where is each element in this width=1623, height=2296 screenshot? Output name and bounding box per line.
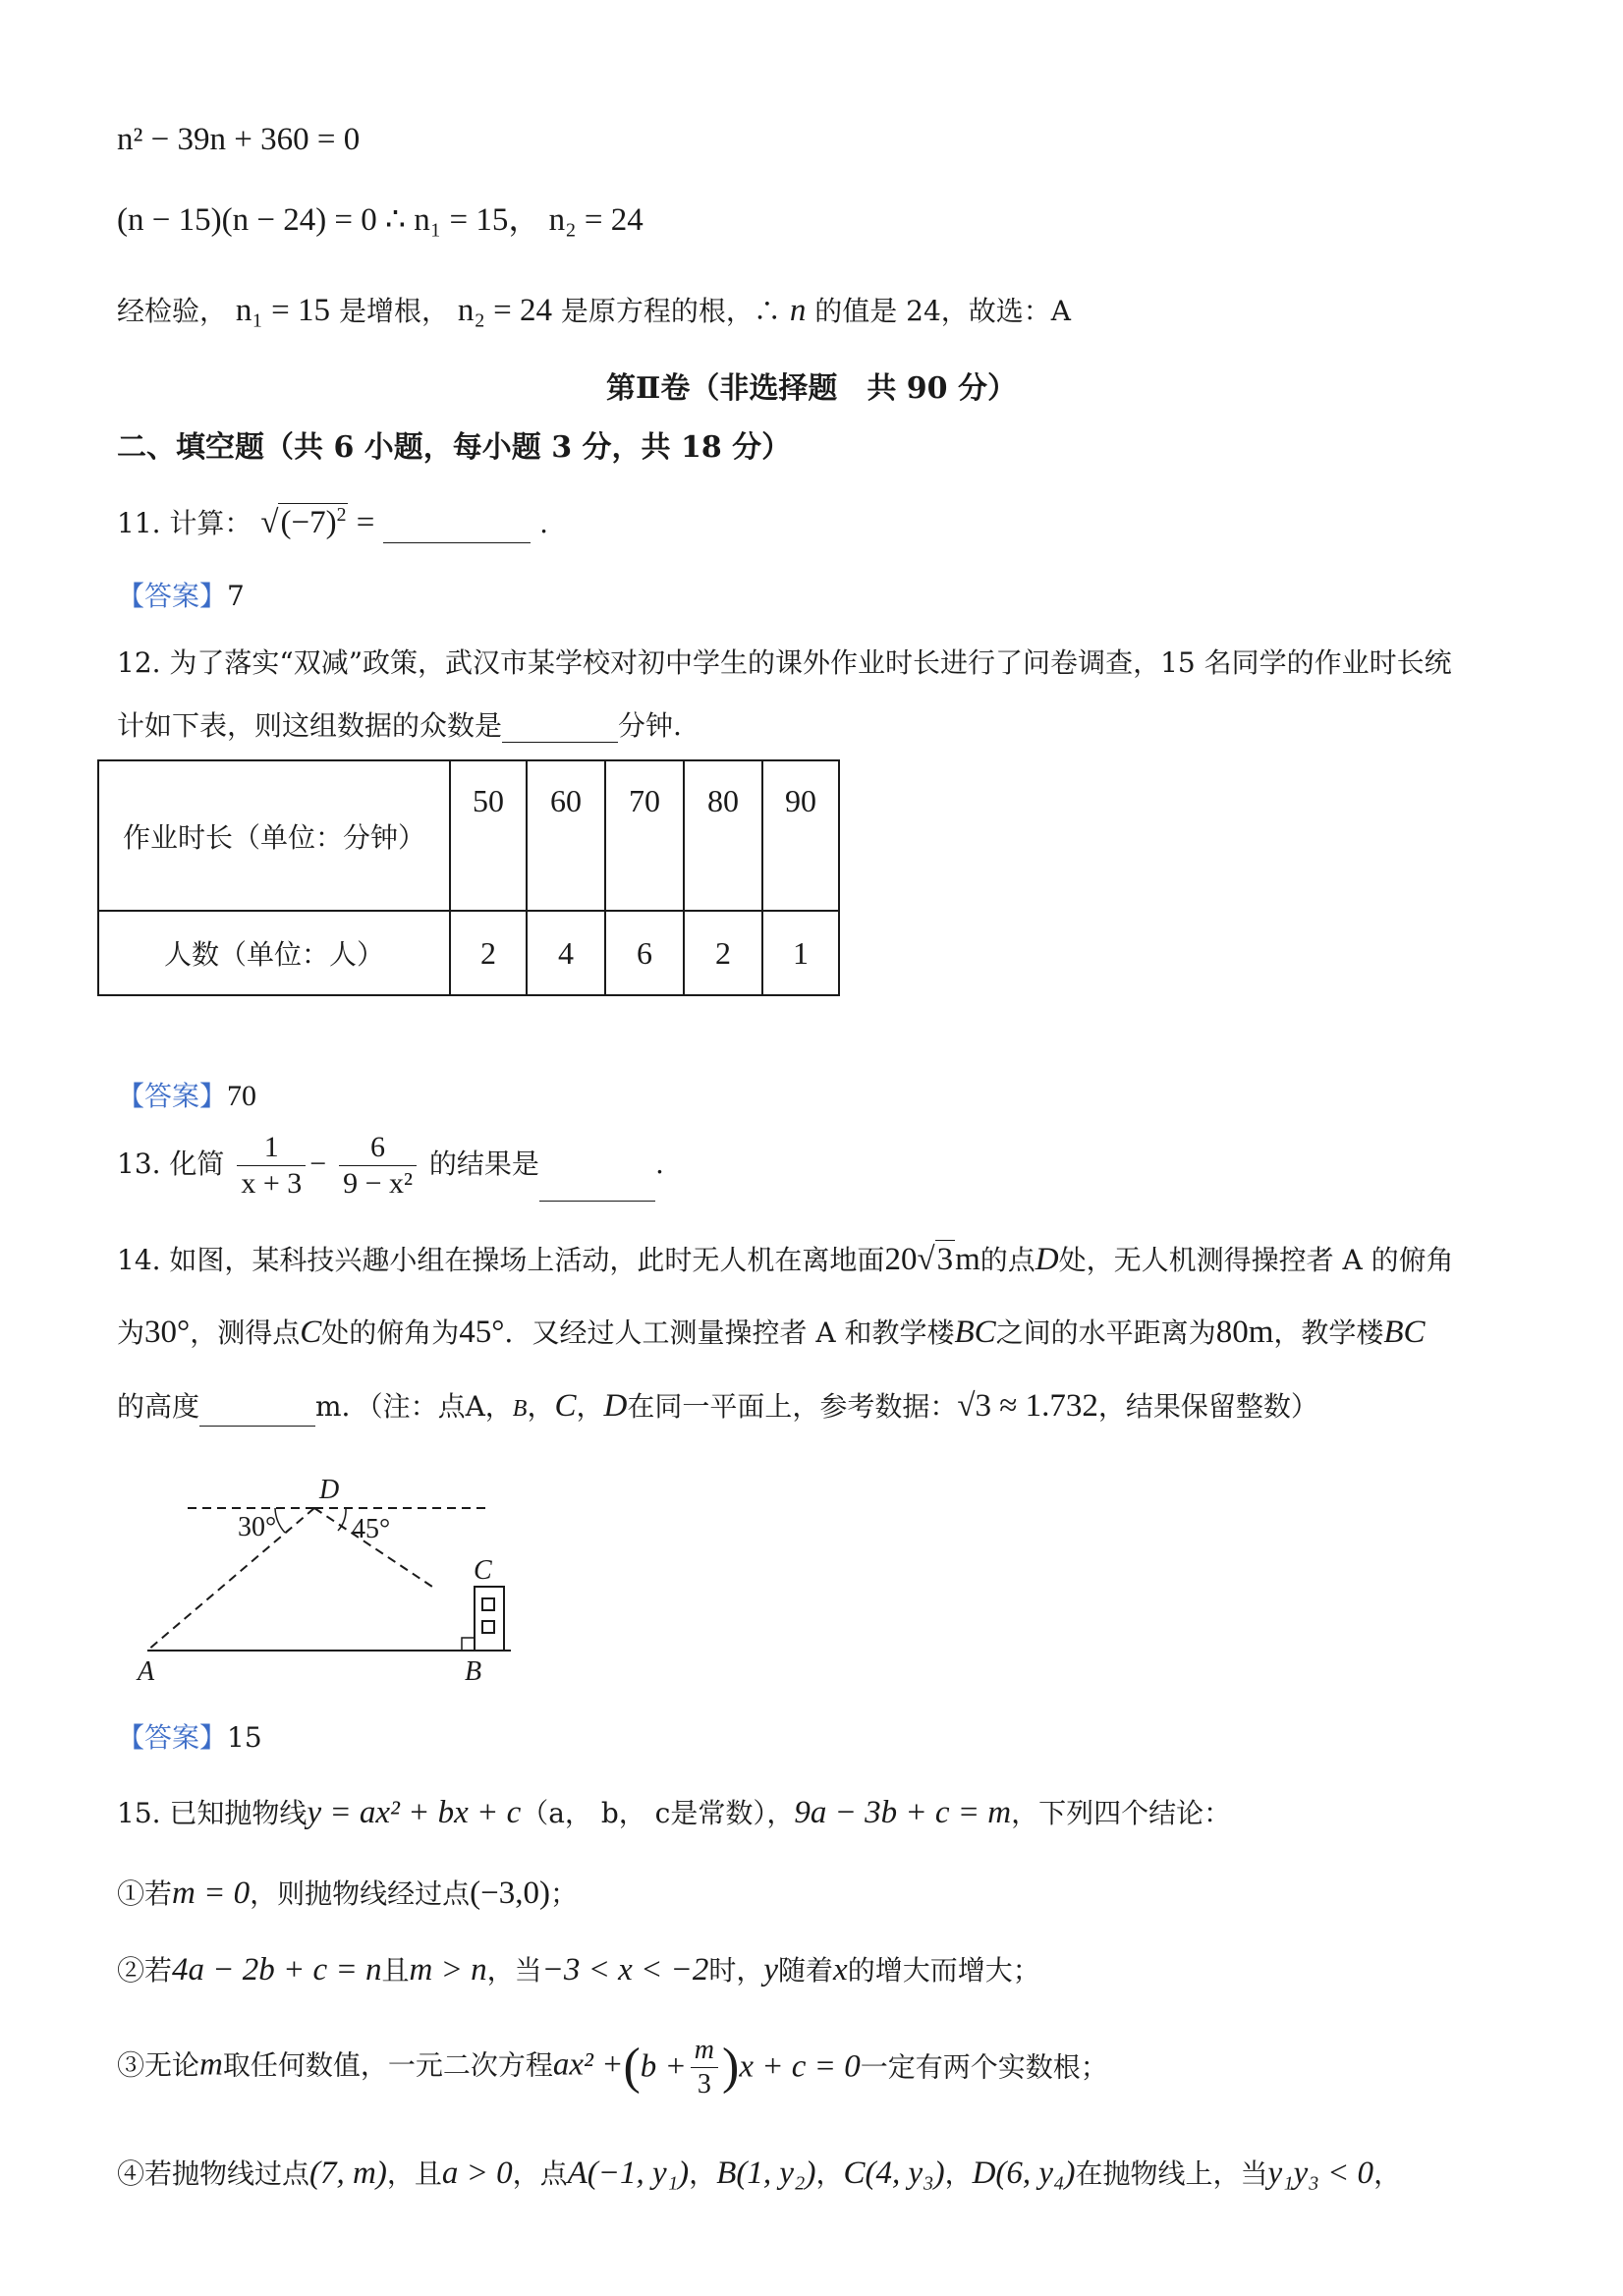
time-cell: 70 xyxy=(605,760,684,911)
c2-var-y: y xyxy=(763,1952,779,1988)
check-text-4: 的值是 24，故选：A xyxy=(814,295,1071,327)
q15-parabola: y = ax² + bx + c xyxy=(307,1795,522,1830)
answer-12 xyxy=(117,1079,256,1114)
c4-point-c: C(4, y₃) xyxy=(843,2156,945,2191)
c4-math: a > 0 xyxy=(441,2156,513,2191)
answer-11-value: 7 xyxy=(227,580,245,612)
q15-condition: 9a − 3b + c = m xyxy=(794,1795,1012,1830)
q14-blank xyxy=(199,1426,315,1427)
q14-text: 的高度 xyxy=(117,1390,200,1423)
building-window xyxy=(482,1621,494,1633)
fraction-1 xyxy=(237,1130,306,1202)
c4-text: 在抛物线上，当 xyxy=(1075,2157,1268,2190)
count-cell: 2 xyxy=(684,911,762,995)
q14-text: 之间的水平距离为 xyxy=(995,1316,1216,1349)
q12-blank xyxy=(502,742,618,743)
fraction-1-denominator: x + 3 xyxy=(241,1167,303,1200)
answer-11 xyxy=(117,580,245,613)
equation-quadratic: n² − 39n + 360 = 0 xyxy=(117,122,361,157)
question-12-line2 xyxy=(117,709,682,743)
q11-suffix: . xyxy=(539,507,549,539)
q13-end: . xyxy=(654,1148,664,1180)
c4-point-b: B(1, y₂) xyxy=(716,2156,816,2191)
q14-height-unit: m xyxy=(955,1242,980,1277)
c4-text: ， xyxy=(1373,2157,1402,2190)
conclusion-3 xyxy=(117,2034,1108,2100)
c4-text: ，点 xyxy=(512,2157,568,2190)
c2-text: ②若 xyxy=(117,1954,173,1987)
c3-fraction-denominator: 3 xyxy=(697,2068,711,2100)
q13-blank xyxy=(539,1201,655,1202)
q14-point-d: D xyxy=(1035,1242,1059,1277)
c3-fraction xyxy=(691,2034,718,2100)
c1-point: (−3,0) xyxy=(470,1876,550,1911)
count-cell: 4 xyxy=(527,911,605,995)
c3-text: ③无论 xyxy=(117,2048,200,2082)
q14-text: ，教学楼 xyxy=(1273,1316,1384,1349)
minus-sign: − xyxy=(309,1148,327,1180)
table-row xyxy=(98,760,839,911)
c3-text: 取任何数值，一元二次方程 xyxy=(222,2048,553,2082)
c3-math: ax² + xyxy=(552,2046,624,2083)
fraction-2-denominator: 9 − x² xyxy=(343,1167,414,1200)
q12-suffix: 分钟. xyxy=(618,709,682,742)
angle-arc-30 xyxy=(275,1508,285,1533)
c2-var-x: x xyxy=(833,1952,848,1988)
check-n: n xyxy=(789,293,807,328)
c2-text: 时， xyxy=(708,1954,764,1987)
q14-text: 在同一平面上，参考数据： xyxy=(627,1390,958,1423)
q14-text: ，测得点 xyxy=(190,1316,301,1349)
label-c: C xyxy=(474,1555,492,1586)
q14-height-number: 20 xyxy=(884,1242,918,1277)
c3-paren-close: ) xyxy=(722,2038,740,2095)
c1-text: ，则抛物线经过点 xyxy=(250,1877,471,1910)
q14-reference-value: √3 ≈ 1.732 xyxy=(957,1388,1098,1424)
time-cell: 50 xyxy=(450,760,527,911)
conclusion-4 xyxy=(117,2155,1401,2194)
count-cell: 1 xyxy=(762,911,839,995)
question-15-line1 xyxy=(117,1794,1231,1833)
answer-tag: 【答案】 xyxy=(117,1080,228,1112)
q14-text: ， xyxy=(576,1390,604,1423)
c4-point-d: D(6, y₄) xyxy=(972,2156,1076,2191)
c2-text: 的增大而增大； xyxy=(847,1954,1040,1987)
check-text-2: 是增根， xyxy=(338,295,449,327)
line-da xyxy=(147,1508,314,1651)
check-n2: n₂ = 24 xyxy=(457,293,552,328)
c1-text: ； xyxy=(549,1877,578,1910)
check-text-1: 经检验， xyxy=(117,295,228,327)
q14-angle-45: 45° xyxy=(459,1315,505,1350)
q15-text: ，下列四个结论： xyxy=(1011,1797,1232,1829)
drone-angle-figure xyxy=(128,1459,540,1695)
question-11 xyxy=(117,503,548,543)
q14-building-bc: BC xyxy=(954,1315,996,1350)
count-cell: 6 xyxy=(605,911,684,995)
answer-tag: 【答案】 xyxy=(117,580,228,612)
c4-text: ， xyxy=(815,2157,844,2190)
c4-condition: y₁y₃ < 0 xyxy=(1267,2156,1374,2191)
c2-text: 且 xyxy=(381,1954,410,1987)
q14-angle-30: 30° xyxy=(144,1315,191,1350)
q14-text: ，结果保留整数） xyxy=(1097,1390,1318,1423)
building-window xyxy=(482,1598,494,1610)
c4-text: ， xyxy=(944,2157,973,2190)
c2-text: 随着 xyxy=(778,1954,834,1987)
building xyxy=(475,1587,504,1651)
c3-math: m xyxy=(199,2046,223,2083)
q14-text: 14. 如图，某科技兴趣小组在操场上活动，此时无人机在离地面 xyxy=(117,1244,885,1276)
check-n1: n₁ = 15 xyxy=(235,293,331,328)
c4-point-a: A(−1, y₁) xyxy=(567,2156,690,2191)
c2-range: −3 < x < −2 xyxy=(541,1952,709,1988)
q14-building-bc: BC xyxy=(1383,1315,1426,1350)
c1-text: ①若 xyxy=(117,1877,173,1910)
c1-math: m = 0 xyxy=(172,1876,251,1911)
equation-factored: (n − 15)(n − 24) = 0 ∴ n₁ = 15， n₂ = 24 xyxy=(117,202,644,238)
c2-math: m > n xyxy=(409,1952,487,1988)
label-b: B xyxy=(465,1656,482,1687)
q15-text: （a， b， c是常数）， xyxy=(521,1797,795,1829)
q14-text: 的点 xyxy=(979,1244,1035,1276)
q13-prefix: 13. 化简 xyxy=(117,1148,225,1180)
part2-title: 第Ⅱ卷（非选择题 共 90 分） xyxy=(606,371,1017,406)
q11-prefix: 11. 计算： xyxy=(117,507,252,539)
answer-12-value: 70 xyxy=(227,1080,257,1112)
q11-radicand: (−7) xyxy=(280,505,337,540)
c3-b: b + xyxy=(640,2048,687,2085)
conclusion-2 xyxy=(117,1951,1040,1990)
label-angle-45: 45° xyxy=(352,1514,391,1544)
q14-text: ， xyxy=(527,1390,555,1423)
label-d: D xyxy=(319,1475,340,1505)
question-14-line1 xyxy=(117,1240,1454,1280)
q14-text: 处，无人机测得操控者 A 的俯角 xyxy=(1058,1244,1454,1276)
q14-point: B xyxy=(512,1396,528,1422)
q14-height: 20√3m xyxy=(884,1242,979,1277)
q14-text: ．又经过人工测量操控者 A 和教学楼 xyxy=(504,1316,955,1349)
c3-text: 一定有两个实数根； xyxy=(860,2050,1108,2084)
q14-text: m．（注：点A， xyxy=(315,1390,513,1423)
fraction-2 xyxy=(339,1130,417,1202)
c2-text: ，当 xyxy=(486,1954,542,1987)
c4-text: ④若抛物线过点 xyxy=(117,2157,310,2190)
table-header-count: 人数（单位：人） xyxy=(98,911,450,995)
c4-text: ， xyxy=(689,2157,717,2190)
answer-tag: 【答案】 xyxy=(117,1721,228,1754)
solution-conclusion xyxy=(117,292,1071,331)
homework-time-table xyxy=(97,759,840,996)
fraction-2-numerator: 6 xyxy=(339,1130,417,1166)
c4-text: ，且 xyxy=(386,2157,442,2190)
q14-text: 为 xyxy=(117,1316,145,1349)
fraction-1-numerator: 1 xyxy=(237,1130,306,1166)
table-row xyxy=(98,911,839,995)
q11-blank xyxy=(383,542,531,543)
q14-height-radicand: 3 xyxy=(935,1240,956,1280)
q14-distance: 80m xyxy=(1215,1315,1274,1350)
q12-text: 计如下表，则这组数据的众数是 xyxy=(117,709,503,742)
time-cell: 90 xyxy=(762,760,839,911)
question-13 xyxy=(117,1130,664,1202)
c2-math: 4a − 2b + c = n xyxy=(172,1952,382,1988)
q11-expression: $√(-7)^2$ = xyxy=(260,505,374,540)
conclusion-1 xyxy=(117,1875,578,1914)
q14-point: D xyxy=(603,1388,628,1424)
time-cell: 60 xyxy=(527,760,605,911)
section2-title: 二、填空题（共 6 小题，每小题 3 分，共 18 分） xyxy=(117,430,792,465)
question-14-line2 xyxy=(117,1314,1426,1353)
check-text-3: 是原方程的根，∴ xyxy=(560,295,781,327)
q15-text: 15. 已知抛物线 xyxy=(117,1797,308,1829)
table-header-time: 作业时长（单位：分钟） xyxy=(98,760,450,911)
count-cell: 2 xyxy=(450,911,527,995)
right-angle-mark xyxy=(462,1638,475,1651)
c3-paren-open: ( xyxy=(623,2038,641,2095)
time-cell: 80 xyxy=(684,760,762,911)
question-14-line3 xyxy=(117,1387,1318,1427)
c3-fraction-numerator: m xyxy=(691,2034,718,2068)
q14-point-c: C xyxy=(300,1315,322,1350)
label-angle-30: 30° xyxy=(238,1512,277,1542)
c3-math: x + c = 0 xyxy=(739,2048,861,2085)
label-a: A xyxy=(138,1656,155,1687)
q13-suffix: 的结果是 xyxy=(428,1148,539,1180)
answer-14 xyxy=(117,1721,262,1755)
question-12-line1: 12. 为了落实“双减”政策，武汉市某学校对初中学生的课外作业时长进行了问卷调查，15 名同学的作业时长统 xyxy=(117,646,1452,679)
c4-point: (7, m) xyxy=(309,2156,387,2191)
q14-point: C xyxy=(554,1388,577,1424)
answer-14-value: 15 xyxy=(227,1721,262,1754)
q14-text: 处的俯角为 xyxy=(321,1316,460,1349)
